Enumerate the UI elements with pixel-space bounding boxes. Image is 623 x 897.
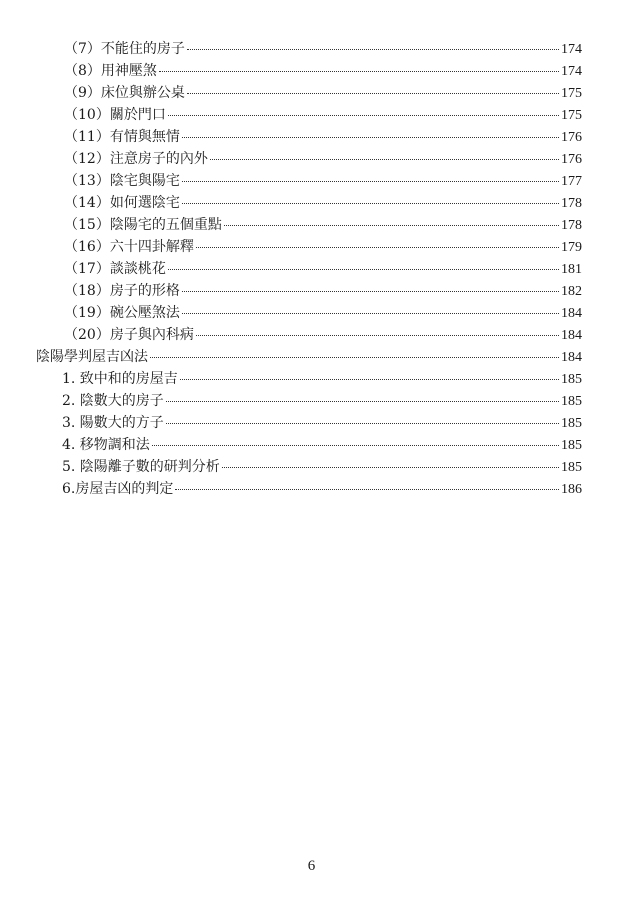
toc-entry — [36, 258, 582, 280]
toc-entry-page: 184 — [561, 306, 582, 321]
toc-entry-page: 184 — [561, 350, 582, 365]
toc-entry — [36, 236, 582, 258]
toc-entry-page: 182 — [561, 284, 582, 299]
toc-entry-page: 174 — [561, 42, 582, 57]
toc-entry-page: 184 — [561, 328, 582, 343]
toc-entry-page: 185 — [561, 372, 582, 387]
toc-leader-dots — [187, 48, 559, 50]
toc-entry-title: （15）陰陽宅的五個重點 — [64, 217, 222, 233]
toc-entry-title: （9）床位與辦公桌 — [64, 85, 185, 101]
toc-entry-title: （14）如何選陰宅 — [64, 195, 180, 211]
toc-entry-title: 3. 陽數大的方子 — [62, 415, 164, 431]
toc-entry-title: 1. 致中和的房屋吉 — [62, 371, 178, 387]
toc-leader-dots — [159, 70, 559, 72]
toc-entry-page: 185 — [561, 394, 582, 409]
toc-entry-page: 185 — [561, 438, 582, 453]
toc-entry — [36, 280, 582, 302]
toc-leader-dots — [196, 246, 559, 248]
toc-leader-dots — [222, 466, 559, 468]
toc-entry-page: 186 — [561, 482, 582, 497]
toc-leader-dots — [182, 136, 559, 138]
toc-entry — [36, 104, 582, 126]
toc-section-entry — [36, 346, 582, 368]
toc-entry — [36, 434, 582, 456]
toc-leader-dots — [166, 400, 559, 402]
toc-entry-page: 175 — [561, 108, 582, 123]
toc-entry-page: 178 — [561, 196, 582, 211]
toc-entry — [36, 126, 582, 148]
toc-entry-page: 175 — [561, 86, 582, 101]
toc-entry-page: 181 — [561, 262, 582, 277]
table-of-contents — [36, 38, 582, 500]
toc-entry-page: 185 — [561, 460, 582, 475]
toc-leader-dots — [166, 422, 559, 424]
toc-leader-dots — [180, 378, 559, 380]
toc-entry — [36, 412, 582, 434]
toc-entry-page: 177 — [561, 174, 582, 189]
toc-entry-page: 176 — [561, 130, 582, 145]
toc-entry — [36, 192, 582, 214]
toc-entry-page: 176 — [561, 152, 582, 167]
toc-entry-title: 6.房屋吉凶的判定 — [62, 481, 174, 497]
toc-leader-dots — [150, 356, 559, 358]
toc-entry — [36, 38, 582, 60]
toc-entry — [36, 456, 582, 478]
toc-entry — [36, 478, 582, 500]
toc-entry — [36, 368, 582, 390]
toc-leader-dots — [182, 312, 559, 314]
toc-entry-title: （10）關於門口 — [64, 107, 166, 123]
toc-leader-dots — [182, 202, 559, 204]
toc-leader-dots — [187, 92, 559, 94]
toc-entry-title: 2. 陰數大的房子 — [62, 393, 164, 409]
toc-leader-dots — [175, 488, 559, 490]
toc-leader-dots — [152, 444, 559, 446]
toc-entry — [36, 82, 582, 104]
toc-leader-dots — [182, 290, 559, 292]
toc-leader-dots — [196, 334, 559, 336]
toc-entry-title: （13）陰宅與陽宅 — [64, 173, 180, 189]
toc-entry-title: （19）碗公壓煞法 — [64, 305, 180, 321]
toc-leader-dots — [182, 180, 559, 182]
toc-entry — [36, 214, 582, 236]
toc-entry-title: （20）房子與內科病 — [64, 327, 194, 343]
toc-entry-title: （17）談談桃花 — [64, 261, 166, 277]
toc-leader-dots — [210, 158, 559, 160]
toc-entry — [36, 324, 582, 346]
toc-entry-page: 179 — [561, 240, 582, 255]
toc-entry-title: （16）六十四卦解釋 — [64, 239, 194, 255]
toc-entry-title: 5. 陰陽離子數的研判分析 — [62, 459, 220, 475]
toc-entry — [36, 170, 582, 192]
toc-entry — [36, 148, 582, 170]
toc-entry-page: 185 — [561, 416, 582, 431]
toc-entry-title: （18）房子的形格 — [64, 283, 180, 299]
toc-entry-title: （11）有情與無情 — [64, 129, 180, 145]
toc-entry — [36, 60, 582, 82]
toc-entry-title: （7）不能住的房子 — [64, 41, 185, 57]
toc-entry-title: 4. 移物調和法 — [62, 437, 150, 453]
toc-leader-dots — [168, 114, 559, 116]
toc-entry — [36, 390, 582, 412]
toc-entry-page: 174 — [561, 64, 582, 79]
toc-entry-page: 178 — [561, 218, 582, 233]
toc-entry-title: （8）用神壓煞 — [64, 63, 157, 79]
toc-leader-dots — [224, 224, 559, 226]
toc-entry-title: （12）注意房子的內外 — [64, 151, 208, 167]
toc-entry-title: 陰陽學判屋吉凶法 — [36, 349, 148, 365]
toc-entry — [36, 302, 582, 324]
page-number: 6 — [307, 858, 316, 874]
toc-leader-dots — [168, 268, 559, 270]
